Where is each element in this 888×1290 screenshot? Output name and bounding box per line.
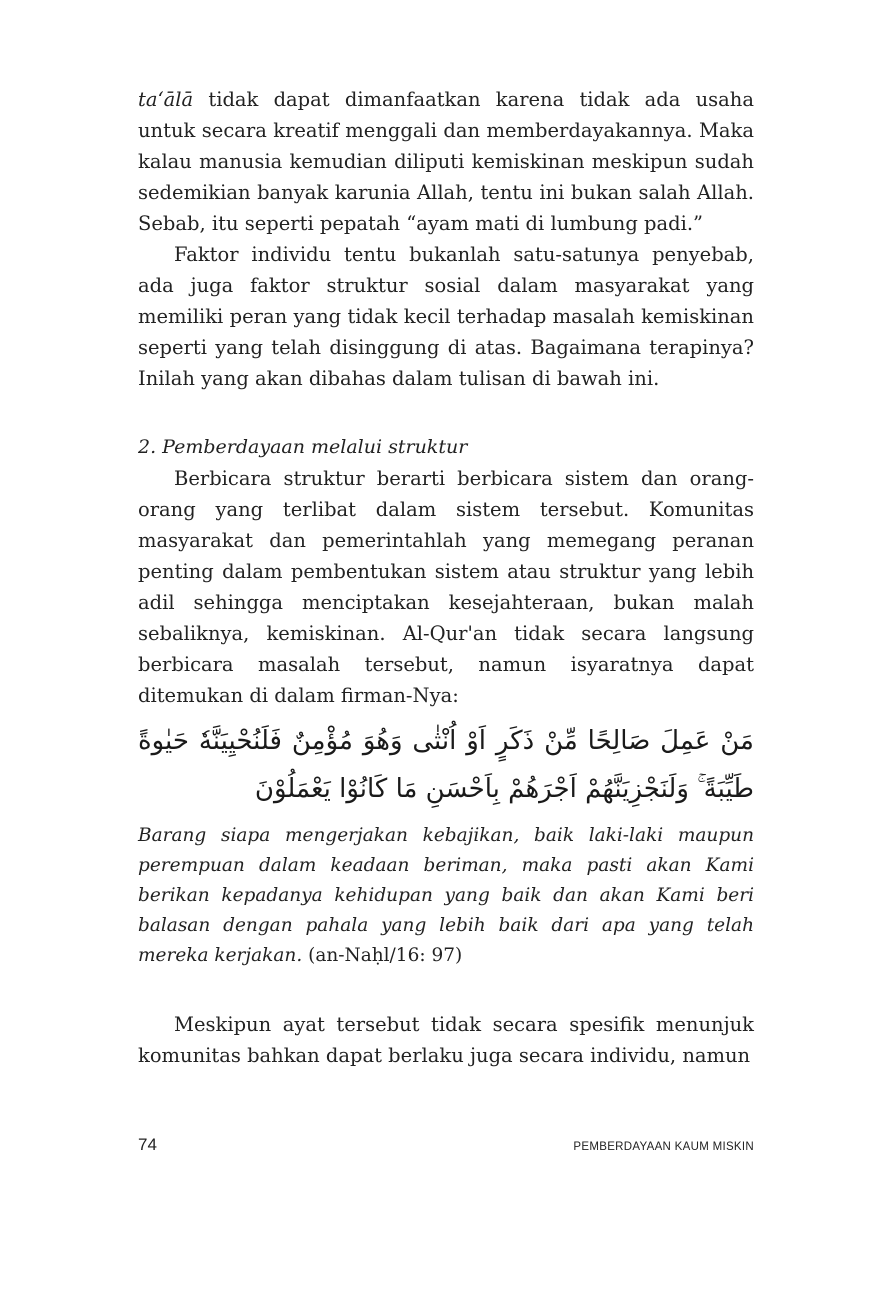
- page-footer: [138, 1135, 754, 1155]
- page-number: 74: [138, 1135, 157, 1154]
- quran-verse-arabic: مَنْ عَمِلَ صَالِحًا مِّنْ ذَكَرٍ اَوْ اُنْثٰى وَهُوَ مُؤْمِنٌ فَلَنُحْيِيَنَّهٗ حَيٰوةً طَيِّبَةً ۚ وَلَنَجْزِيَنَّهُمْ اَجْرَهُمْ بِاَحْسَنِ مَا كَانُوْا يَعْمَلُوْنَ: [138, 726, 754, 804]
- paragraph-3: Berbicara struktur berarti berbicara sistem dan orang-orang yang terlibat dalam sistem tersebut. Komunitas masyarakat dan pemerintahlah yang memegang peranan penting dalam pembentukan sistem atau struktur yang lebih adil sehingga menciptakan kesejahteraan, bukan malah sebaliknya, kemiskinan. Al-Qur'an tidak secara langsung berbicara masalah tersebut, namun isyaratnya dapat ditemukan di dalam firman-Nya:: [138, 467, 754, 707]
- lead-term: ta‘ālā: [138, 88, 194, 111]
- paragraph-4: Meskipun ayat tersebut tidak secara spesifik menunjuk komunitas bahkan dapat berlaku juga secara individu, namun: [138, 1013, 754, 1067]
- running-title: PEMBERDAYAAN KAUM MISKIN: [573, 1141, 754, 1153]
- verse-reference: (an-Naḥl/16: 97): [302, 945, 463, 966]
- verse-translation: [138, 821, 754, 971]
- paragraph-2: Faktor individu tentu bukanlah satu-satunya penyebab, ada juga faktor struktur sosial dalam masyarakat yang memiliki peran yang tidak kecil terhadap masalah kemiskinan seperti yang telah disinggung di atas. Bagaimana terapinya? Inilah yang akan dibahas dalam tulisan di bawah ini.: [138, 243, 754, 390]
- page-content: [138, 84, 754, 1071]
- section-heading: 2. Pemberdayaan melalui struktur: [138, 436, 468, 458]
- paragraph-1-text: tidak dapat dimanfaatkan karena tidak ada usaha untuk secara kreatif menggali dan memberdayakannya. Maka kalau manusia kemudian diliputi kemiskinan meskipun sudah sedemikian banyak karunia Allah, tentu ini bukan salah Allah. Sebab, itu seperti pepatah “ayam mati di lumbung padi.”: [138, 88, 754, 235]
- verse-translation-text: Barang siapa mengerjakan kebajikan, baik laki-laki maupun perempuan dalam keadaan beriman, maka pasti akan Kami berikan kepadanya kehidupan yang baik dan akan Kami beri balasan dengan pahala yang lebih baik dari apa yang telah mereka kerjakan.: [138, 825, 754, 966]
- paragraph-1: [138, 84, 754, 239]
